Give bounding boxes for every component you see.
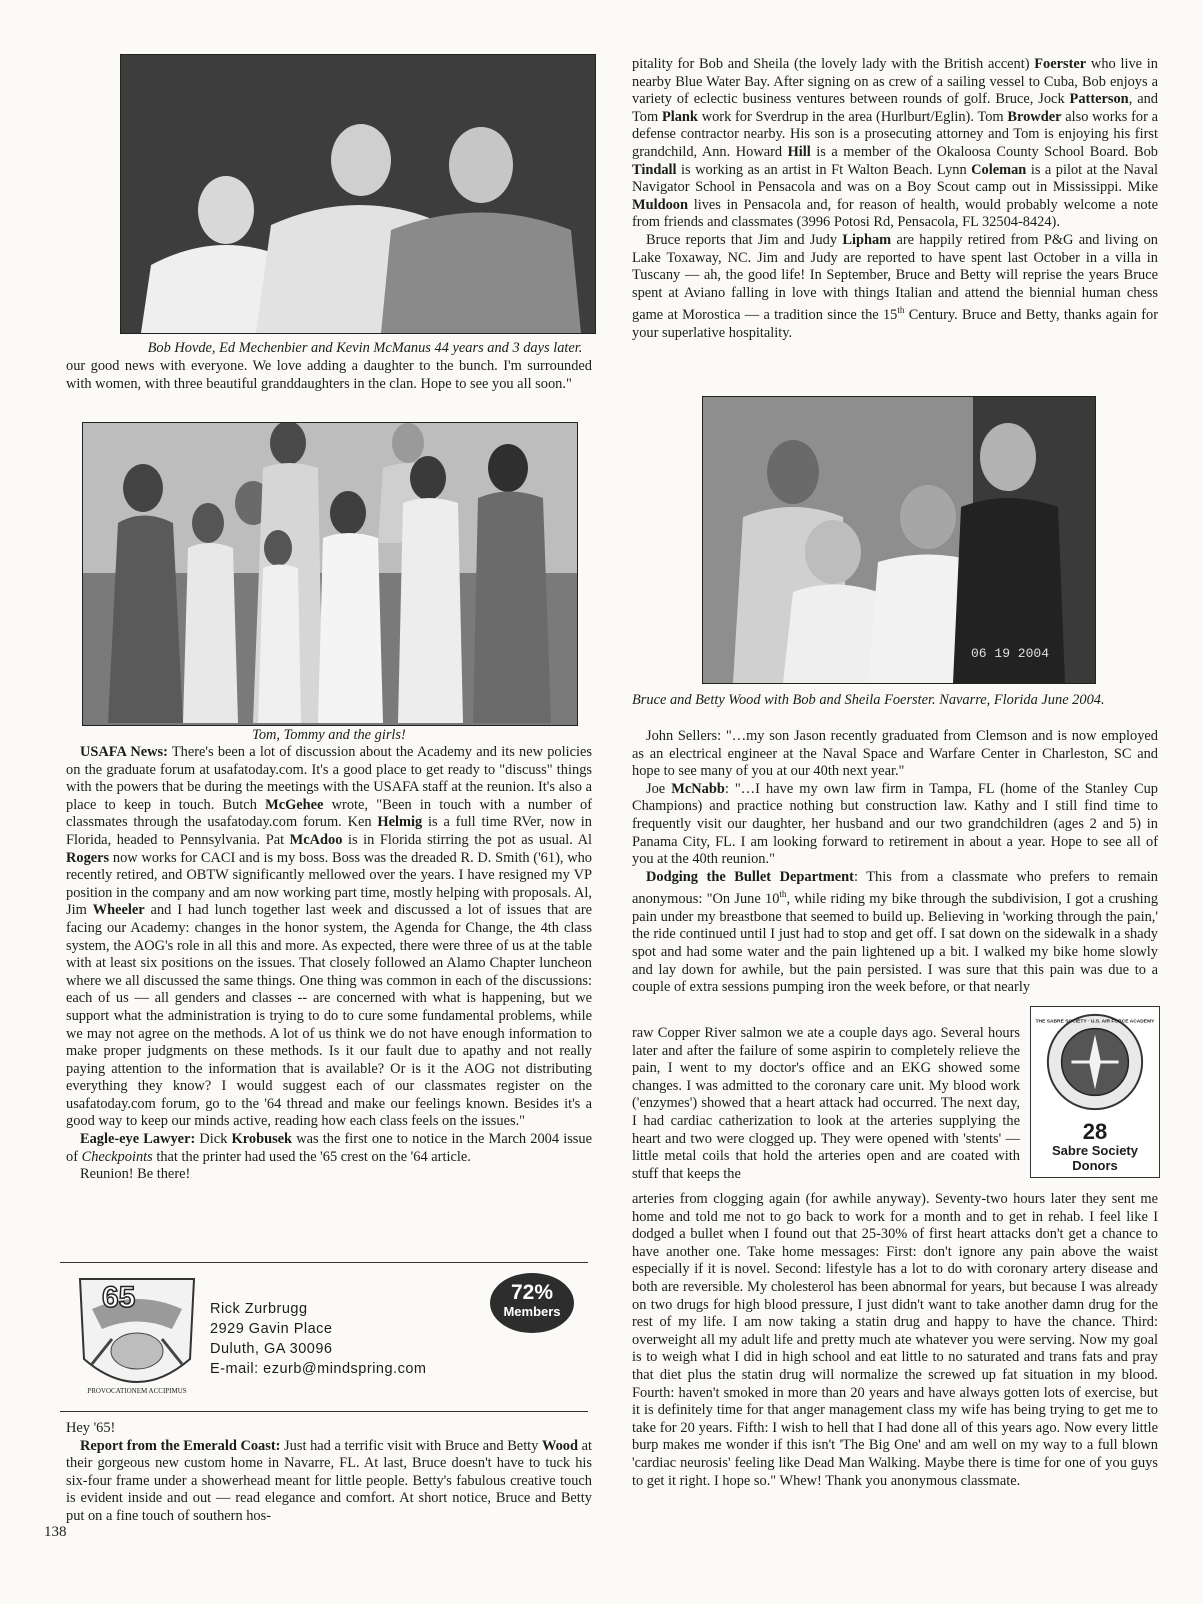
emerald-coast-paragraph: Report from the Emerald Coast: Just had a terrific visit with Bruce and Betty Wood at their gorgeous new custom home in Navarre, FL. At last, Bruce doesn't have to tuck his six-four frame under a showerhead meant for little people. Betty's fabulous creative touch is evident inside and out — read elegance and comfort. At short notice, Bruce and Betty put on a fine touch of southern hos-	[66, 1437, 593, 1524]
sabre-donor-label: Sabre Society Donors	[1052, 1143, 1138, 1173]
photo-date-stamp: 06 19 2004	[971, 646, 1050, 661]
right-column-top	[632, 56, 1158, 342]
sellers-paragraph: John Sellers: "…my son Jason recently graduated from Clemson and is now employed as an electrical engineer at the Naval Space and Warfare Center in Charleston, SC and hope to see many of you at our 40th next year."	[632, 728, 1158, 780]
hey-65: Hey '65!	[66, 1420, 116, 1436]
sabre-ring-text: THE SABRE SOCIETY · U.S. AIR FORCE ACADEMY	[1035, 1019, 1155, 1025]
sabre-society-badge	[1030, 1006, 1160, 1178]
reunion-line: Reunion! Be there!	[80, 1166, 191, 1183]
mcnabb-paragraph: Joe McNabb: "…I have my own law firm in Tampa, FL (home of the Stanley Cup Champions) and practice nothing but construction law. Kathy and I still find time to frequently visit our daughter, her husband and our two grandchildren (ages 2 and 5) in Panama City, FL. I am looking forward to retirement in about a year. Hope to see all of you at the 40th reunion."	[632, 780, 1159, 868]
usafa-news-paragraph: USAFA News: There's been a lot of discussion about the Academy and its new policies on the graduate forum at usafatoday.com. It's a good place to get ready to "discuss" things with the powers that be during the meetings with the USAFA staff at the reunion. It's also a place to keep in touch. Butch McGehee wrote, "Been in touch with a number of classmates through the usafatoday.com forum. Ken Helmig is a full time RVer, now in Florida, headed to Pennsylvania. Pat McAdoo is in Florida stirring the pot as usual. Al Rogers now works for CACI and is my boss. Boss was the dreaded R. D. Smith ('61), who recently retired, and OBTW significantly mellowed over the years. I have resigned my VP position in the company and am now working part time, mostly helping with proposals. Al, Jim Wheeler and I had lunch together last week and discussed a lot of issues that are facing our Academy: changes in the honor system, the Agenda for Change, the 4th class system, the AOG's role in all this and more. As expected, there were three of us at the table with at least six positions on the issues. That closely followed an Alamo Chapter luncheon where we all discussed the same things. One thing was common in each of the discussions: each of us — all genders and classes -- are concerned with what is happening, but we support what the administration is trying to do to cure some fundamental problems, while we may not agree on the methods. A lot of us think we do not have enough information to make proper judgments on these methods. Is it our fault due to apathy and not really paying attention to the information that is available? Or is it the AOG not distributing everything they know? I would suggest each of our classmates register on the usafatoday.com forum, go to the '64 thread and make our feelings known. Besides it's a good way to keep our minds active, reading how each class feels on the issues."	[66, 744, 593, 1130]
photo2-caption: Tom, Tommy and the girls!	[252, 727, 406, 743]
crest-motto: PROVOCATIONEM ACCIPIMUS	[87, 1387, 187, 1395]
right-column-bottom	[632, 1191, 1158, 1490]
correspondent-name: Rick Zurbrugg	[210, 1301, 308, 1317]
sabre-donor-count: 28	[1082, 1119, 1108, 1144]
dodging-heading: Dodging the Bullet Department	[646, 868, 854, 885]
photo-three-men	[120, 54, 596, 334]
emerald-coast-continued: pitality for Bob and Sheila (the lovely lady with the British accent) Foerster who live in nearby Blue Water Bay. After signing on as crew of a sailing vessel to Cuba, Bob enjoys a variety of eclectic business ventures between rounds of golf. Bruce, Jock Patterson, and Tom Plank work for Sverdrup in the area (Hurlburt/Eglin). Tom Browder also works for a defense contractor nearby. His son is a prosecuting attorney and Tom is enjoying his first grandchild, Ann. Howard Hill is a member of the Okaloosa County School Board. Bob Tindall is working as an artist in Ft Walton Beach. Lynn Coleman is a pilot at the Naval Navigator School in Pensacola and was on a Boy Scout camp out in Mississippi. Mike Muldoon lives in Pensacola and, for reason of health, would probably welcome a note from friends and classmates (3996 Potosi Rd, Pensacola, FL 32504-8424).	[632, 56, 1158, 231]
correspondent-city: Duluth, GA 30096	[210, 1341, 333, 1357]
photo-woods-foersters	[702, 396, 1096, 684]
members-badge	[490, 1273, 574, 1333]
lipham-paragraph: Bruce reports that Jim and Judy Lipham are happily retired from P&G and living on Lake Toxaway, NC. Jim and Judy are reported to have spent last October in a villa in Tuscany — ah, the good life! In September, Bruce and Betty will reprise the years Bruce spent at Aviano falling in love with things Italian and attend the biennial human chess game at Morostica — a tradition since the 15th Century. Bruce and Betty, thanks again for your superlative hospitality.	[632, 231, 1159, 341]
members-label: Members	[503, 1304, 561, 1319]
correspondent-email[interactable]: E-mail: ezurb@mindspring.com	[210, 1361, 427, 1377]
intro-tail-text: our good news with everyone. We love adding a daughter to the bunch. I'm surrounded with women, with three beautiful granddaughters in the clan. Hope to see you all soon."	[66, 358, 592, 392]
eagle-eye-heading: Eagle-eye Lawyer:	[80, 1131, 196, 1148]
right-column-wrap	[632, 1025, 1020, 1183]
left-column-bottom	[66, 1420, 592, 1526]
crest-number: 65	[102, 1281, 136, 1314]
photo3-caption: Bruce and Betty Wood with Bob and Sheila Foerster. Navarre, Florida June 2004.	[632, 692, 1105, 708]
class-contact-box	[60, 1262, 588, 1412]
dodging-wrap-text: raw Copper River salmon we ate a couple days ago. Several hours later and after the failure of some aspirin to completely relieve the pain, I went to my doctor's office and an EKG showed some changes. I was admitted to the coronary care unit. My blood work ('enzymes') showed that a heart attack had occurred. The next day, I had cardiac catherization to look at the arteries supplying the heart and two were clogged up. They were opened with 'stents' — little metal coils that hold the arteries open and are coated with stuff that keeps the	[632, 1025, 1020, 1182]
left-column-text	[66, 744, 592, 1184]
dodging-paragraph: Dodging the Bullet Department: This from a classmate who prefers to remain anonymous: "On June 10th, while riding my bike through the subdivision, I got a crushing pain under my breastbone that seemed to build up. Believing in 'working through the pain,' the ride continued until I just had to stop and get off. I sat down on the sidewalk in a shady spot and had some water and the pain lightened up a bit. I walked my bike home slowly and lay down for awhile, but the pain persisted. I was sure that this pain was due to a couple of extra sessions pumping iron the week before, or that nearly	[632, 868, 1159, 996]
correspondent-street: 2929 Gavin Place	[210, 1321, 333, 1337]
page-number: 138	[44, 1524, 67, 1540]
members-percent: 72%	[510, 1281, 554, 1304]
right-column-middle	[632, 728, 1158, 997]
intro-tail	[66, 358, 592, 393]
class-crest	[72, 1269, 202, 1405]
dodging-conclusion: arteries from clogging again (for awhile anyway). Seventy-two hours later they sent me home and told me not to go back to work for a month and to get in rehab. I feel like I dodged a bullet when I found out that 25-30% of first heart attacks don't get a chance to have another one. Take home messages: First: don't ignore any pain above the waist especially if it is novel. Second: lifestyle has a lot to do with coronary artery disease and both are reversible. My cholesterol has been abnormal for years, but because I was already on two drugs for high blood pressure, I just didn't want to take another damn drug for the rest of my life. I am now taking a statin drug and happy to have the chance. Third: overweight all my adult life and pretty much ate whatever you were serving. Now my goal is to weigh what I did in high school and eat little to no saturated and trans fats and pray that diet plus the statin drug will normalize the screwed up fat situation in my blood. Fourth: haven't smoked in more than 20 years and have always gotten lots of exercise, but it is definitely time for that anger management class my wife has being trying to get me to take for 20 years. Fifth: I wish to hell that I had done all of this years ago. Now every little burp makes me wonder if this isn't 'The Big One' and am well on my way to a full blown 'cardiac neurosis' feeling like Dead Man Walking. Maybe there is time for one of you guys to get it right. I hope so." Whew! Thank you anonymous classmate.	[632, 1191, 1158, 1489]
eagle-eye-paragraph: Eagle-eye Lawyer: Dick Krobusek was the first one to notice in the March 2004 issue of Checkpoints that the printer had used the '65 crest on the '64 article.	[66, 1131, 592, 1165]
emerald-coast-heading: Report from the Emerald Coast:	[80, 1437, 281, 1454]
correspondent-address	[210, 1299, 426, 1379]
photo1-caption: Bob Hovde, Ed Mechenbier and Kevin McManus 44 years and 3 days later.	[147, 340, 583, 356]
usafa-news-heading: USAFA News:	[80, 744, 168, 760]
photo-wedding-group	[82, 422, 578, 726]
